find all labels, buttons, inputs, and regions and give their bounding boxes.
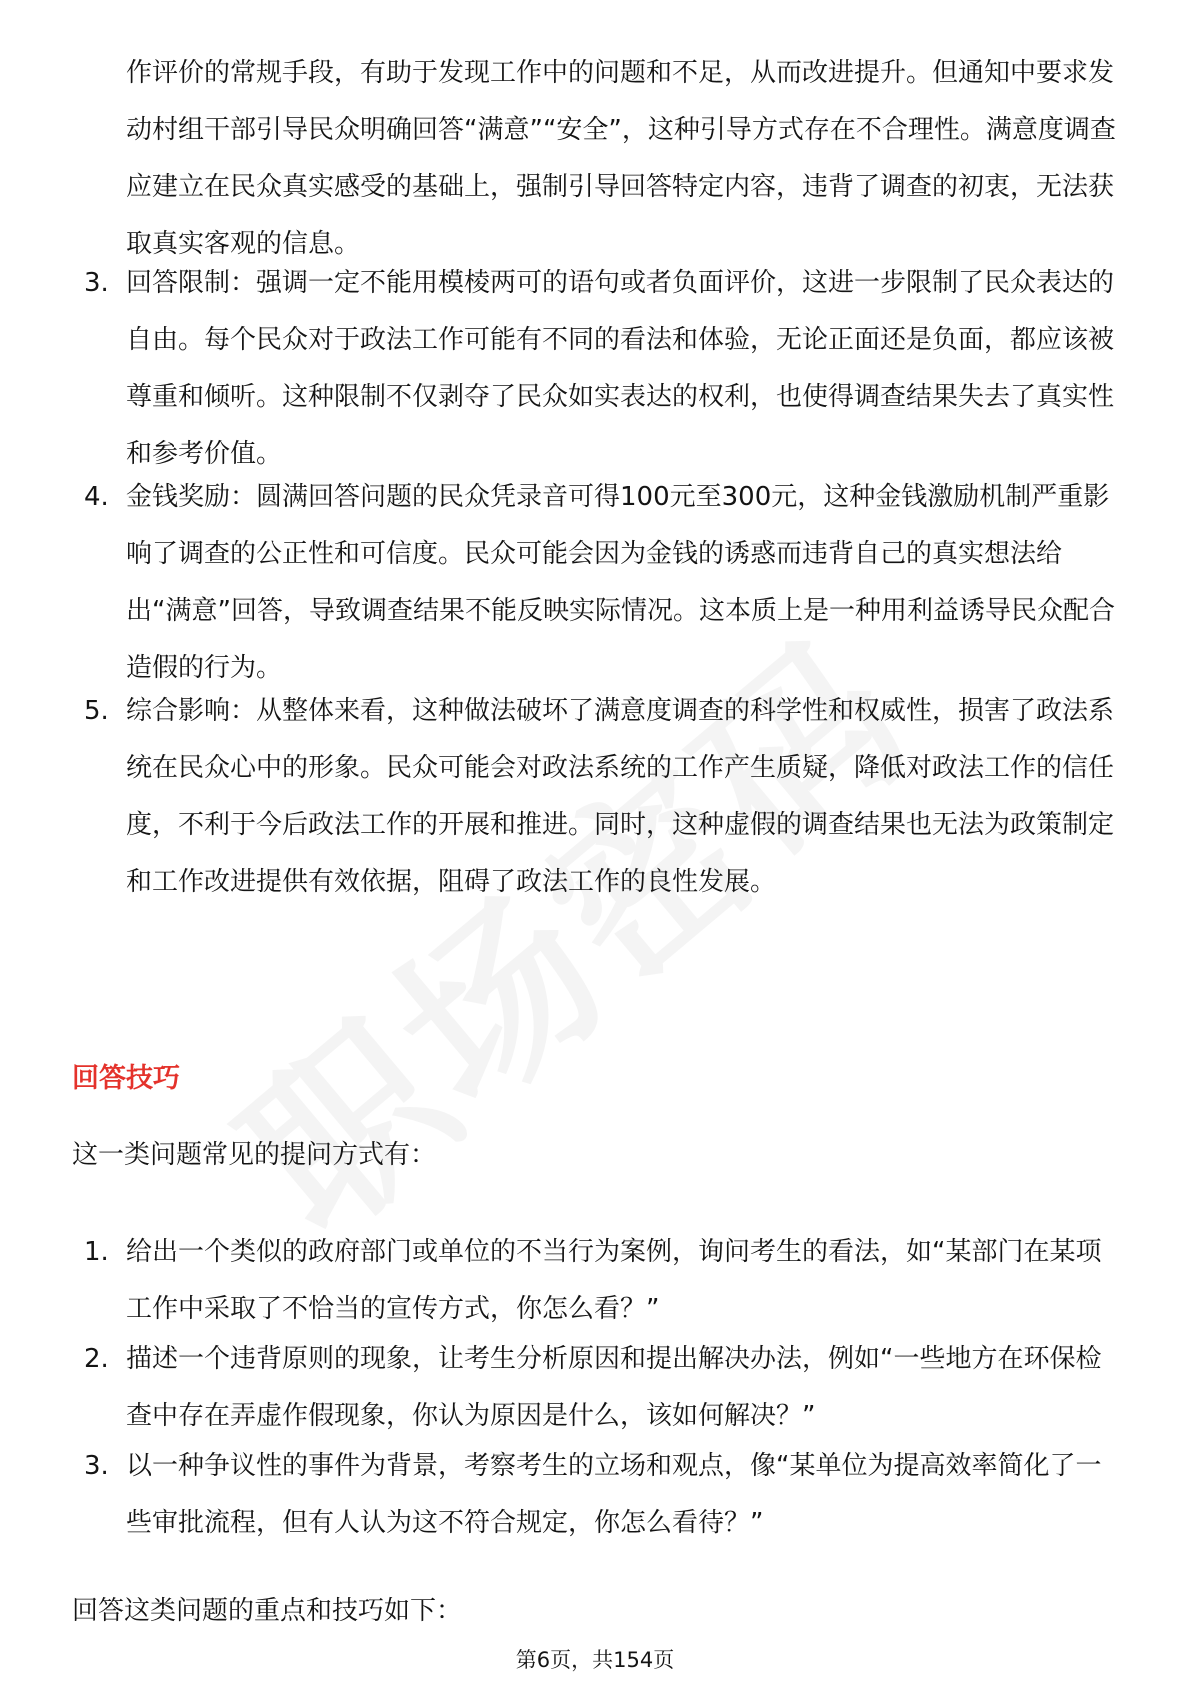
list-text: 综合影响：从整体来看，这种做法破坏了满意度调查的科学性和权威性，损害了政法系统在民众心中的形象。民众可能会对政法系统的工作产生质疑，降低对政法工作的信任度，不利于今后政法工作的开展和推进。同时，这种虚假的调查结果也无法为政策制定和工作改进提供有效依据，阻碍了政法工作的良性发展。 — [126, 696, 1115, 897]
list-number: 3. — [84, 1451, 109, 1481]
continuation-paragraph: 作评价的常规手段，有助于发现工作中的问题和不足，从而改进提升。但通知中要求发动村组干部引导民众明确回答“满意”“安全”，这种引导方式存在不合理性。满意度调查应建立在民众真实感受的基础上，强制引导回答特定内容，违背了调查的初衷，无法获取真实客观的信息。 — [126, 58, 1116, 259]
page-footer: 第6页，共154页 — [515, 1648, 675, 1672]
list-number: 4. — [84, 482, 109, 512]
intro-paragraph: 这一类问题常见的提问方式有： — [72, 1140, 437, 1170]
outro-paragraph: 回答这类问题的重点和技巧如下： — [72, 1596, 463, 1626]
list-text: 金钱奖励：圆满回答问题的民众凭录音可得100元至300元，这种金钱激励机制严重影响了调查的公正性和可信度。民众可能会因为金钱的诱惑而违背自己的真实想法给出“满意”回答，导致调查结果不能反映实际情况。这本质上是一种用利益诱导民众配合造假的行为。 — [126, 482, 1115, 683]
section-title: 回答技巧 — [72, 1063, 180, 1094]
list-number: 1. — [84, 1237, 109, 1267]
list-number: 5. — [84, 696, 109, 726]
list-text: 描述一个违背原则的现象，让考生分析原因和提出解决办法，例如“一些地方在环保检查中存在弄虚作假现象，你认为原因是什么，该如何解决？” — [126, 1344, 1102, 1431]
list-text: 以一种争议性的事件为背景，考察考生的立场和观点，像“某单位为提高效率简化了一些审批流程，但有人认为这不符合规定，你怎么看待？” — [126, 1451, 1102, 1538]
list-number: 3. — [84, 268, 109, 298]
list-text: 回答限制：强调一定不能用模棱两可的语句或者负面评价，这进一步限制了民众表达的自由。每个民众对于政法工作可能有不同的看法和体验，无论正面还是负面，都应该被尊重和倾听。这种限制不仅剥夺了民众如实表达的权利，也使得调查结果失去了真实性和参考价值。 — [126, 268, 1115, 469]
list-number: 2. — [84, 1344, 109, 1374]
list-text: 给出一个类似的政府部门或单位的不当行为案例，询问考生的看法，如“某部门在某项工作中采取了不恰当的宣传方式，你怎么看？” — [126, 1237, 1102, 1324]
